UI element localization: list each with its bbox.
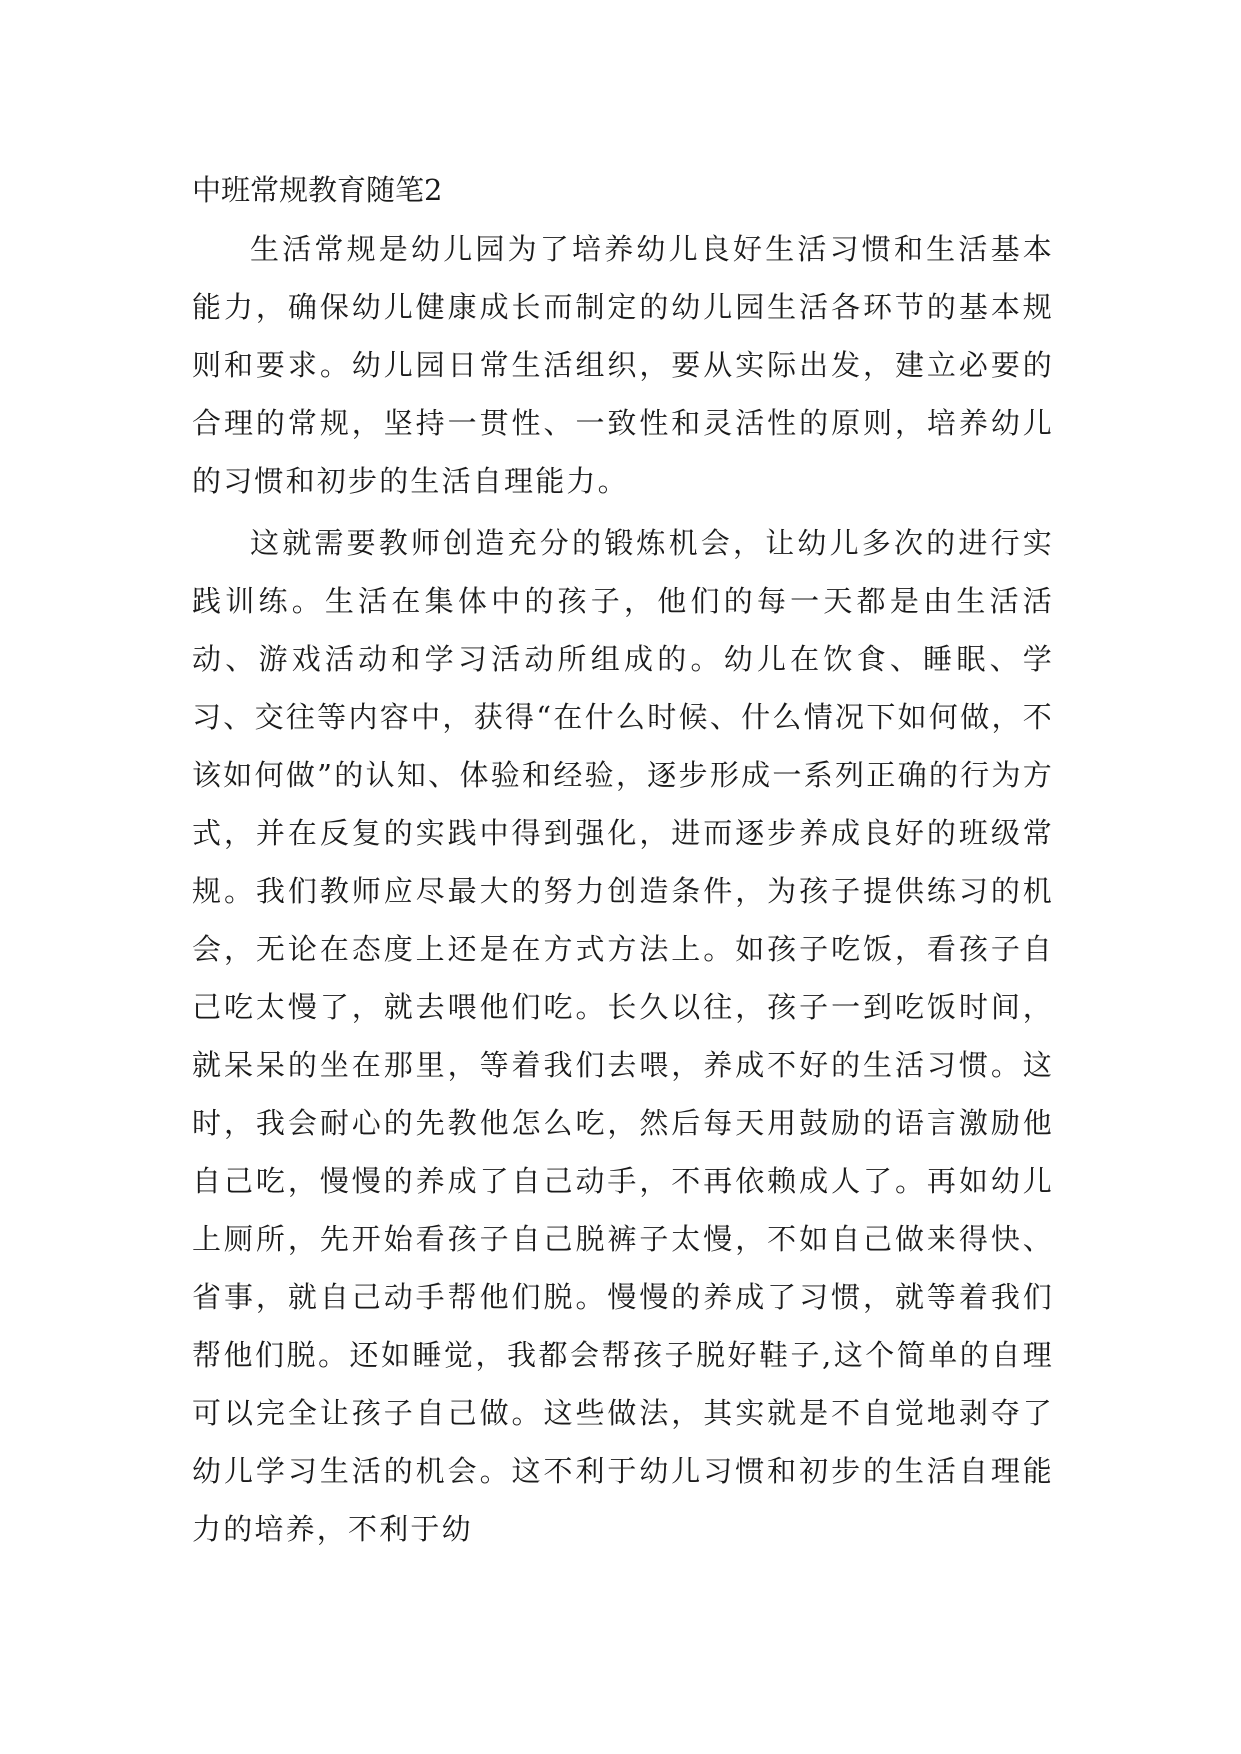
- paragraph-1: 生活常规是幼儿园为了培养幼儿良好生活习惯和生活基本能力，确保幼儿健康成长而制定的幼儿园生活各环节的基本规则和要求。幼儿园日常生活组织，要从实际出发，建立必要的合理的常规，坚持一贯性、一致性和灵活性的原则，培养幼儿的习惯和初步的生活自理能力。: [192, 232, 1054, 498]
- document-title: 中班常规教育随笔2: [192, 173, 443, 207]
- document-body: [192, 160, 1054, 1558]
- paragraph-2: 这就需要教师创造充分的锻炼机会，让幼儿多次的进行实践训练。生活在集体中的孩子，他们的每一天都是由生活活动、游戏活动和学习活动所组成的。幼儿在饮食、睡眠、学习、交往等内容中，获得“在什么时候、什么情况下如何做，不该如何做”的认知、体验和经验，逐步形成一系列正确的行为方式，并在反复的实践中得到强化，进而逐步养成良好的班级常规。我们教师应尽最大的努力创造条件，为孩子提供练习的机会，无论在态度上还是在方式方法上。如孩子吃饭，看孩子自己吃太慢了，就去喂他们吃。长久以往，孩子一到吃饭时间，就呆呆的坐在那里，等着我们去喂，养成不好的生活习惯。这时，我会耐心的先教他怎么吃，然后每天用鼓励的语言激励他自己吃，慢慢的养成了自己动手，不再依赖成人了。再如幼儿上厕所，先开始看孩子自己脱裤子太慢，不如自己做来得快、省事，就自己动手帮他们脱。慢慢的养成了习惯，就等着我们帮他们脱。还如睡觉，我都会帮孩子脱好鞋子,这个简单的自理可以完全让孩子自己做。这些做法，其实就是不自觉地剥夺了幼儿学习生活的机会。这不利于幼儿习惯和初步的生活自理能力的培养，不利于幼: [192, 526, 1054, 1546]
